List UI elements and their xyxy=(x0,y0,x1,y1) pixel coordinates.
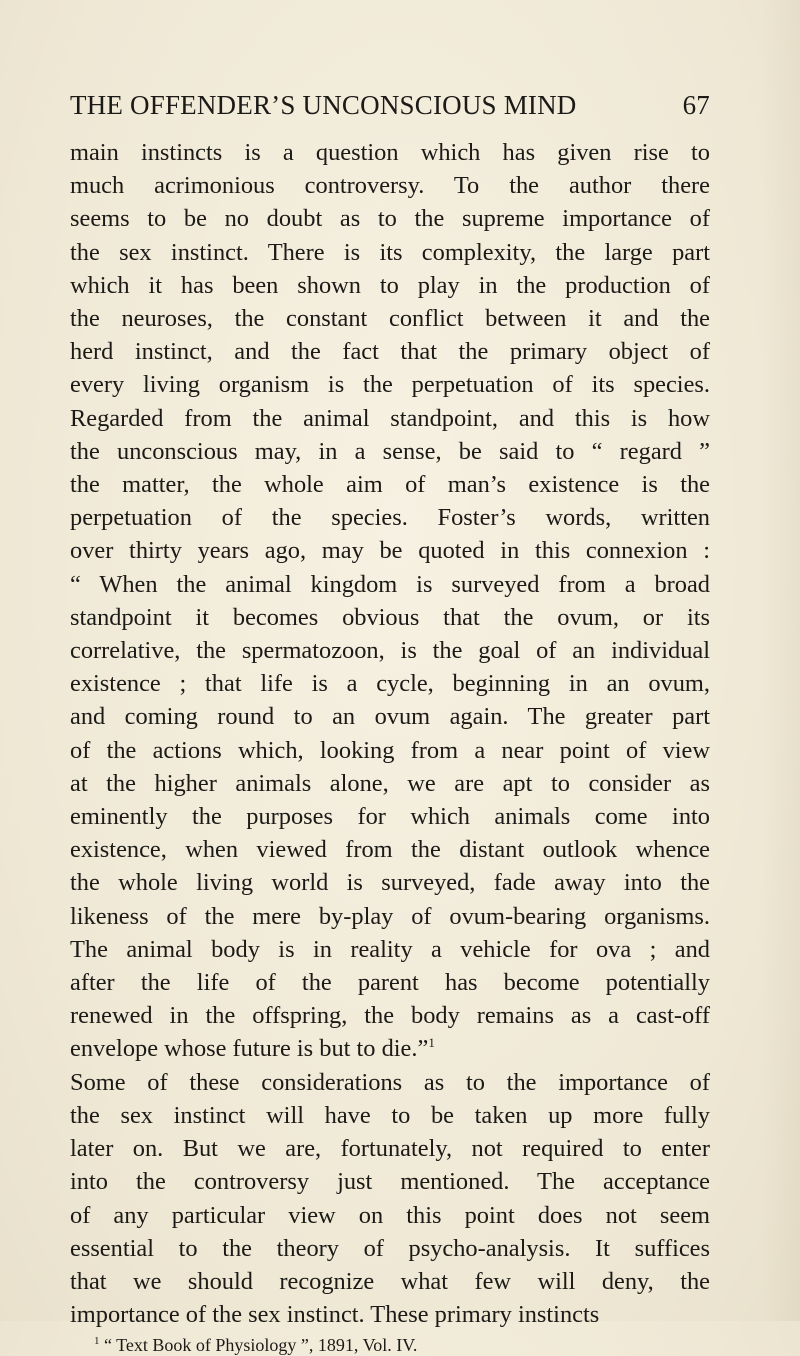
footnote-text: “ Text Book of Physiology ”, 1891, Vol. IV. xyxy=(104,1335,418,1356)
text-line: over thirty years ago, may be quoted in this connexion : xyxy=(70,537,710,565)
text-line: main instincts is a question which has given rise to xyxy=(70,139,710,166)
text-line: importance of the sex instinct. These primary instincts xyxy=(70,1301,600,1329)
text-line: likeness of the mere by-play of ovum-bearing organisms. xyxy=(70,902,710,930)
running-title: THE OFFENDER’S UNCONSCIOUS MIND xyxy=(70,90,577,120)
text-line: every living organism is the perpetuation of its species. xyxy=(70,371,710,399)
text-line: existence ; that life is a cycle, beginning in an ovum, xyxy=(70,670,710,698)
text-line: of any particular view on this point does not seem xyxy=(70,1201,710,1229)
text-line: the sex instinct will have to be taken up more fully xyxy=(70,1101,710,1129)
text-line: of the actions which, looking from a near point of view xyxy=(70,736,710,764)
text-line: after the life of the parent has become potentially xyxy=(70,969,710,997)
text-line: perpetuation of the species. Foster’s words, written xyxy=(70,504,710,532)
text-line: The animal body is in reality a vehicle for ova ; and xyxy=(70,935,710,963)
book-page xyxy=(70,90,710,1356)
text-line: renewed in the offspring, the body remains as a cast-off xyxy=(70,1002,710,1030)
text-line: essential to the theory of psycho-analysis. It suffices xyxy=(70,1234,710,1262)
text-line: “ When the animal kingdom is surveyed from a broad xyxy=(70,570,710,598)
text-line: which it has been shown to play in the production of xyxy=(70,271,710,299)
body-text xyxy=(70,136,710,1331)
page-edge-shading xyxy=(760,0,800,1321)
text-line: and coming round to an ovum again. The greater part xyxy=(70,703,710,731)
text-line: existence, when viewed from the distant outlook whence xyxy=(70,836,710,864)
text-line: much acrimonious controversy. To the author there xyxy=(70,172,710,200)
text-line: standpoint it becomes obvious that the ovum, or its xyxy=(70,603,710,631)
text-line: the neuroses, the constant conflict between it and the xyxy=(70,305,710,333)
text-line: correlative, the spermatozoon, is the goal of an individual xyxy=(70,637,710,665)
text-line: at the higher animals alone, we are apt to consider as xyxy=(70,769,710,797)
text-line: the matter, the whole aim of man’s existence is the xyxy=(70,471,710,499)
text-line: later on. But we are, fortunately, not required to enter xyxy=(70,1135,710,1163)
text-line: eminently the purposes for which animals come into xyxy=(70,803,710,831)
text-line: that we should recognize what few will deny, the xyxy=(70,1267,710,1295)
text-line: the whole living world is surveyed, fade away into the xyxy=(70,869,710,897)
footnote-reference: 1 xyxy=(428,1035,435,1051)
page-number: 67 xyxy=(682,90,710,120)
running-header xyxy=(70,90,710,134)
text-line: seems to be no doubt as to the supreme importance of xyxy=(70,205,710,233)
text-line: envelope whose future is but to die.”$^1$ xyxy=(70,1035,435,1063)
text-line: Regarded from the animal standpoint, and this is how xyxy=(70,404,710,432)
text-line: Some of these considerations as to the importance of xyxy=(70,1068,710,1096)
text-line: the unconscious may, in a sense, be said to “ regard ” xyxy=(70,437,710,465)
text-line: herd instinct, and the fact that the primary object of xyxy=(70,338,710,366)
text-line: the sex instinct. There is its complexity, the large part xyxy=(70,238,710,266)
footnote xyxy=(70,1334,710,1356)
footnote-marker: 1 xyxy=(94,1335,100,1348)
text-line: into the controversy just mentioned. The acceptance xyxy=(70,1168,710,1196)
